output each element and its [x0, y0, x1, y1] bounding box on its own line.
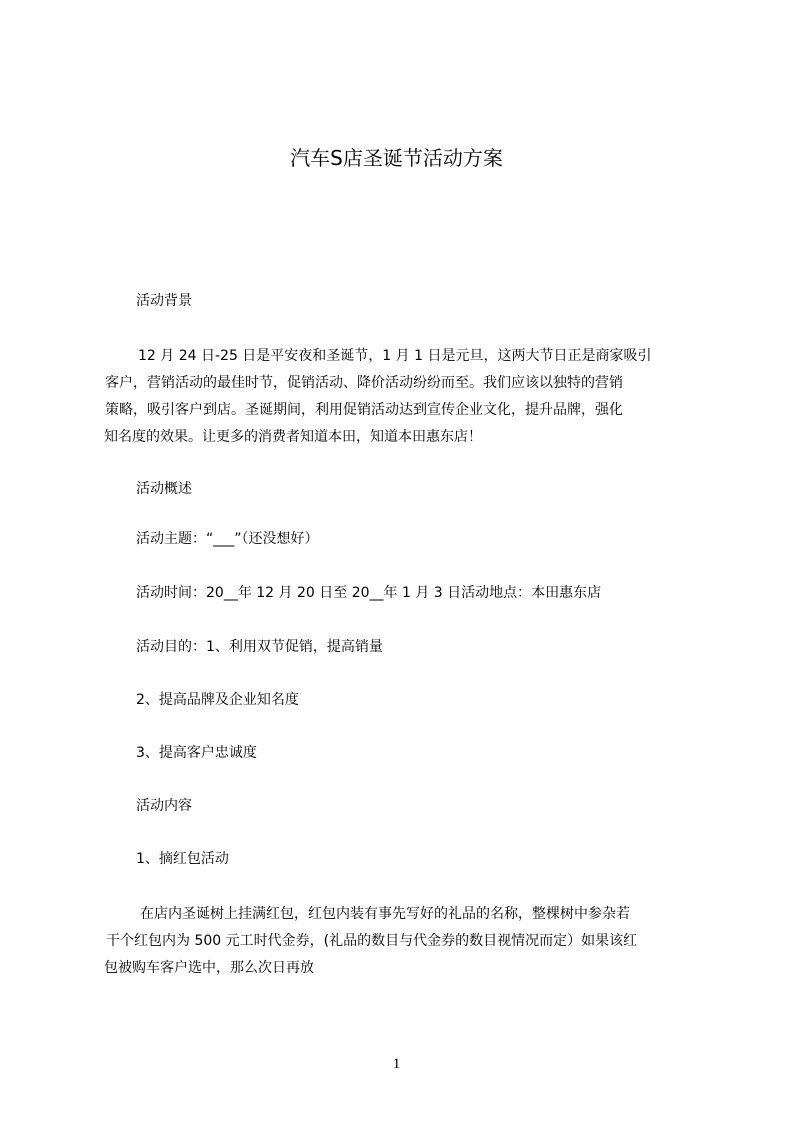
activity-purpose-2: 2、提高品牌及企业知名度: [136, 692, 299, 708]
paragraph-line: 知名度的效果。让更多的消费者知道本田，知道本田惠东店！: [104, 429, 482, 445]
section-heading: 活动概述: [136, 481, 192, 497]
activity-purpose-3: 3、提高客户忠诚度: [136, 745, 257, 761]
paragraph-line: 客户，营销活动的最佳时节，促销活动、降价活动纷纷而至。我们应该以独特的营销: [105, 375, 623, 391]
section-heading: 活动背景: [136, 293, 192, 309]
paragraph-line: 干个红包内为 500 元工时代金券，(礼品的数目与代金券的数目视情况而定）如果该红: [106, 933, 638, 949]
paragraph-line: 策略，吸引客户到店。圣诞期间，利用促销活动达到宣传企业文化，提升品牌，强化: [105, 402, 623, 418]
page-number: 1: [392, 1056, 401, 1072]
activity-purpose: 活动目的：1、利用双节促销，提高销量: [136, 639, 383, 655]
activity-time: 活动时间：20__年 12 月 20 日至 20__年 1 月 3 日活动地点：本田惠东店: [136, 585, 602, 601]
paragraph-line: 在店内圣诞树上挂满红包，红包内装有事先写好的礼品的名称，整棵树中参杂若: [140, 906, 630, 922]
content-item: 1、摘红包活动: [136, 851, 229, 867]
paragraph-line: 包被购车客户选中，那么次日再放: [104, 960, 314, 976]
section-heading: 活动内容: [136, 798, 192, 814]
document-title: 汽车S店圣诞节活动方案: [290, 146, 503, 170]
paragraph-line: 12 月 24 日-25 日是平安夜和圣诞节，1 月 1 日是元旦，这两大节日正是商家吸引: [138, 348, 652, 364]
activity-theme: 活动主题：“___”（还没想好）: [136, 531, 319, 547]
